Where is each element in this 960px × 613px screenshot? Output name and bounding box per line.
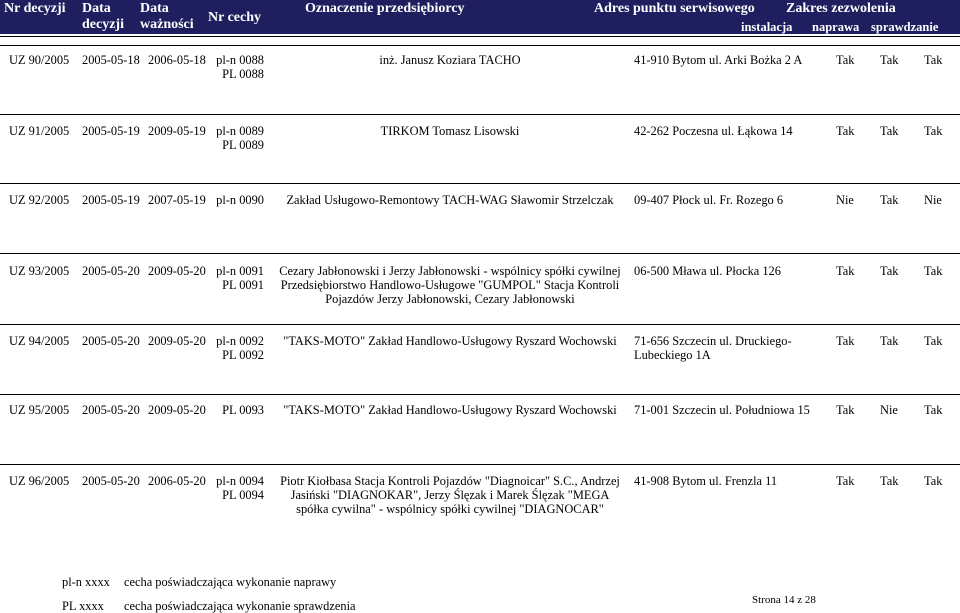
cert-mark: PL 0094 (222, 488, 264, 503)
legend-text-2: cecha poświadczająca wykonanie sprawdzenia (124, 599, 356, 613)
scope-sprawdzanie: Tak (924, 403, 943, 417)
decision-number: UZ 95/2005 (9, 403, 70, 417)
row-divider (0, 394, 960, 395)
row-divider (0, 324, 960, 325)
page-number: Strona 14 z 28 (752, 594, 816, 606)
decision-number: UZ 90/2005 (9, 53, 70, 67)
cert-marks (212, 193, 264, 207)
cert-marks (212, 474, 264, 502)
cert-mark: pl-n 0088 (216, 53, 264, 67)
scope-naprawa: Tak (880, 474, 899, 488)
scope-instalacja: Tak (836, 334, 855, 348)
service-address: 71-656 Szczecin ul. Druckiego-Lubeckiego 1A (634, 334, 792, 363)
scope-instalacja: Tak (836, 124, 855, 138)
decision-number: UZ 92/2005 (9, 193, 70, 207)
valid-until-date: 2009-05-19 (148, 124, 206, 138)
scope-sprawdzanie: Tak (924, 474, 943, 488)
header-adres: Adres punktu serwisowego (594, 1, 755, 16)
entrepreneur-name-line: Piotr Kiołbasa Stacja Kontroli Pojazdów "Diagnoicar" S.C., Andrzej (280, 474, 620, 488)
header-sprawdzanie: sprawdzanie (871, 20, 939, 34)
entrepreneur-name (270, 403, 630, 417)
decision-number: UZ 96/2005 (9, 474, 70, 488)
entrepreneur-name (270, 334, 630, 348)
scope-naprawa: Tak (880, 124, 899, 138)
cert-mark: pl-n 0091 (216, 264, 264, 278)
service-address: 06-500 Mława ul. Płocka 126 (634, 264, 781, 278)
valid-until-date: 2007-05-19 (148, 193, 206, 207)
entrepreneur-name-line: "TAKS-MOTO" Zakład Handlowo-Usługowy Ryszard Wochowski (283, 334, 617, 348)
cert-mark: PL 0089 (222, 138, 264, 153)
header-instalacja: instalacja (741, 20, 793, 34)
entrepreneur-name-line: Pojazdów Jerzy Jabłonowski, Cezary Jabłonowski (325, 292, 575, 307)
row-divider (0, 253, 960, 254)
row-divider (0, 114, 960, 115)
scope-instalacja: Tak (836, 264, 855, 278)
cert-mark: pl-n 0094 (216, 474, 264, 488)
decision-number: UZ 91/2005 (9, 124, 70, 138)
valid-until-date: 2009-05-20 (148, 334, 206, 348)
scope-naprawa: Tak (880, 334, 899, 348)
valid-until-date: 2006-05-20 (148, 474, 206, 488)
valid-until-date: 2009-05-20 (148, 264, 206, 278)
entrepreneur-name-line: Przedsiębiorstwo Handlowo-Usługowe "GUMPOL" Stacja Kontroli (280, 278, 620, 293)
scope-naprawa: Tak (880, 53, 899, 67)
entrepreneur-name (270, 53, 630, 67)
header-data-decyzji-1: Data (82, 1, 111, 16)
scope-sprawdzanie: Tak (924, 264, 943, 278)
entrepreneur-name-line: Cezary Jabłonowski i Jerzy Jabłonowski - wspólnicy spółki cywilnej (279, 264, 621, 278)
decision-date: 2005-05-20 (82, 334, 140, 348)
entrepreneur-name-line: "TAKS-MOTO" Zakład Handlowo-Usługowy Ryszard Wochowski (283, 403, 617, 417)
cert-marks (212, 264, 264, 292)
cert-mark: PL 0092 (222, 348, 264, 363)
entrepreneur-name-line: spółka cywilna" - wspólnicy spółki cywilnej "DIAGNOCAR" (296, 502, 604, 517)
scope-sprawdzanie: Tak (924, 53, 943, 67)
cert-mark: PL 0088 (222, 67, 264, 82)
decision-date: 2005-05-20 (82, 403, 140, 417)
scope-instalacja: Tak (836, 474, 855, 488)
header-divider (0, 36, 960, 37)
row-divider (0, 183, 960, 184)
scope-sprawdzanie: Nie (924, 193, 942, 207)
cert-mark: pl-n 0092 (216, 334, 264, 348)
header-naprawa: naprawa (812, 20, 860, 34)
cert-marks (212, 124, 264, 152)
entrepreneur-name-line: TIRKOM Tomasz Lisowski (380, 124, 520, 138)
decision-date: 2005-05-20 (82, 264, 140, 278)
scope-naprawa: Nie (880, 403, 898, 417)
cert-mark: pl-n 0090 (216, 193, 264, 207)
valid-until-date: 2009-05-20 (148, 403, 206, 417)
entrepreneur-name (270, 264, 630, 307)
header-oznaczenie: Oznaczenie przedsiębiorcy (305, 1, 465, 16)
legend-text-1: cecha poświadczająca wykonanie naprawy (124, 575, 337, 589)
cert-mark: PL 0093 (222, 403, 264, 417)
cert-marks (212, 53, 264, 81)
row-divider (0, 45, 960, 46)
scope-naprawa: Tak (880, 193, 899, 207)
valid-until-date: 2006-05-18 (148, 53, 206, 67)
scope-sprawdzanie: Tak (924, 124, 943, 138)
entrepreneur-name (270, 124, 630, 138)
scope-instalacja: Tak (836, 403, 855, 417)
cert-marks (212, 403, 264, 417)
entrepreneur-name (270, 193, 630, 207)
scope-naprawa: Tak (880, 264, 899, 278)
cert-mark: pl-n 0089 (216, 124, 264, 138)
entrepreneur-name-line: Zakład Usługowo-Remontowy TACH-WAG Sławomir Strzelczak (286, 193, 614, 207)
decision-date: 2005-05-20 (82, 474, 140, 488)
row-divider (0, 464, 960, 465)
decision-number: UZ 93/2005 (9, 264, 70, 278)
decision-date: 2005-05-19 (82, 124, 140, 138)
scope-instalacja: Tak (836, 53, 855, 67)
service-address: 09-407 Płock ul. Fr. Rozego 6 (634, 193, 784, 207)
legend-code-1: pl-n xxxx (62, 575, 110, 589)
scope-sprawdzanie: Tak (924, 334, 943, 348)
service-address: 41-910 Bytom ul. Arki Bożka 2 A (634, 53, 803, 67)
service-address: 42-262 Poczesna ul. Łąkowa 14 (634, 124, 793, 138)
header-zakres: Zakres zezwolenia (786, 1, 896, 16)
cert-mark: PL 0091 (222, 278, 264, 293)
header-data-decyzji-2: decyzji (82, 17, 124, 32)
decision-number: UZ 94/2005 (9, 334, 70, 348)
service-address: 41-908 Bytom ul. Frenzla 11 (634, 474, 778, 488)
decision-date: 2005-05-19 (82, 193, 140, 207)
service-address: 71-001 Szczecin ul. Południowa 15 (634, 403, 810, 417)
decision-date: 2005-05-18 (82, 53, 140, 67)
cert-marks (212, 334, 264, 362)
header-data-waznosci-1: Data (140, 1, 169, 16)
header-nr-cechy: Nr cechy (208, 10, 261, 25)
header-data-waznosci-2: ważności (140, 17, 194, 32)
legend-code-2: PL xxxx (62, 599, 104, 613)
entrepreneur-name (270, 474, 630, 517)
entrepreneur-name-line: inż. Janusz Koziara TACHO (379, 53, 521, 67)
header-nr-decyzji: Nr decyzji (4, 1, 66, 16)
entrepreneur-name-line: Jasiński "DIAGNOKAR", Jerzy Ślęzak i Marek Ślęzak "MEGA (290, 488, 610, 503)
scope-instalacja: Nie (836, 193, 854, 207)
